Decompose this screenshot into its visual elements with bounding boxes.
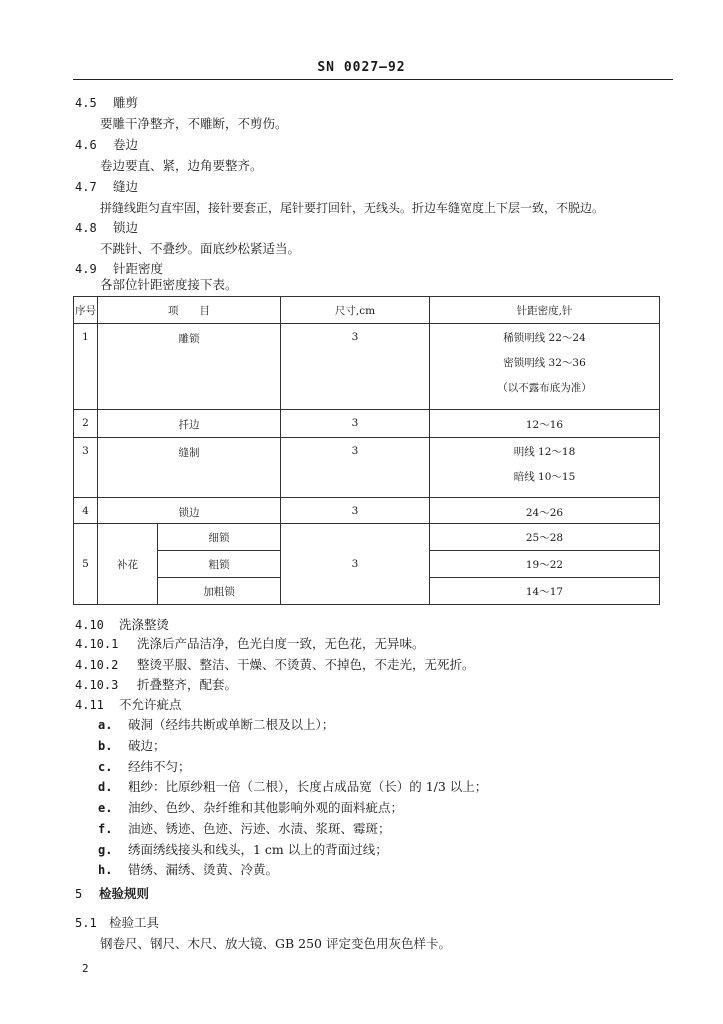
item-text: 整烫平服、整洁、干燥、不烫黄、不掉色，不走光，无死折。 bbox=[136, 657, 475, 672]
section-number: 4.5 bbox=[75, 96, 97, 110]
section-4-7-heading bbox=[75, 179, 138, 195]
list-item bbox=[75, 657, 475, 673]
table-row bbox=[74, 524, 660, 551]
row-number: 3 bbox=[74, 438, 98, 498]
item-label: d. bbox=[98, 780, 113, 794]
density-line: （以不露布底为准） bbox=[497, 382, 592, 394]
row-density bbox=[430, 324, 660, 410]
section-title: 锁边 bbox=[112, 220, 138, 235]
item-label: e. bbox=[98, 801, 113, 815]
item-label: a. bbox=[98, 718, 113, 732]
list-item bbox=[98, 862, 278, 878]
row-item: 扦边 bbox=[98, 410, 281, 438]
item-number: 4.10.2 bbox=[75, 658, 119, 672]
item-text: 粗纱：比原纱粗一倍（二根），长度占成品宽（长）的 1/3 以上； bbox=[127, 779, 488, 794]
density-line: 密锁明线 32～36 bbox=[503, 357, 586, 369]
section-4-8-heading bbox=[75, 220, 138, 236]
section-number: 5.1 bbox=[75, 916, 97, 930]
item-text: 错绣、漏绣、烫黄、冷黄。 bbox=[127, 862, 278, 877]
list-item bbox=[98, 717, 334, 733]
table-row bbox=[74, 324, 660, 410]
row-number: 4 bbox=[74, 498, 98, 524]
section-4-6-heading bbox=[75, 137, 138, 153]
list-item bbox=[75, 636, 425, 652]
section-4-6-body: 卷边要直、紧，边角要整齐。 bbox=[100, 158, 263, 173]
row-density: 19～22 bbox=[430, 551, 660, 578]
row-item: 补花 bbox=[98, 524, 158, 605]
item-label: g. bbox=[98, 843, 113, 857]
page-number: 2 bbox=[82, 962, 89, 975]
section-5-heading bbox=[75, 886, 149, 902]
section-number: 4.7 bbox=[75, 180, 97, 194]
list-item bbox=[98, 759, 191, 775]
section-4-10-heading bbox=[75, 617, 169, 633]
standard-code-header: SN 0027—92 bbox=[317, 60, 406, 75]
table-row bbox=[74, 498, 660, 524]
row-density: 24～26 bbox=[430, 498, 660, 524]
density-line: 稀锁明线 22～24 bbox=[503, 332, 586, 344]
table-row bbox=[74, 410, 660, 438]
section-4-9-heading bbox=[75, 261, 163, 277]
density-line: 明线 12～18 bbox=[513, 446, 576, 458]
col-header-no: 序号 bbox=[74, 297, 98, 324]
section-4-5-body: 要雕干净整齐，不雕断，不剪伤。 bbox=[100, 116, 288, 131]
section-title: 洗涤整烫 bbox=[118, 617, 169, 632]
section-4-5-heading bbox=[75, 95, 138, 111]
section-4-7-body: 拼缝线距匀直牢固，接针要套正，尾针要打回针，无线头。折边车缝宽度上下层一致，不脱边。 bbox=[100, 201, 605, 215]
item-label: b. bbox=[98, 739, 113, 753]
section-number: 4.8 bbox=[75, 221, 97, 235]
section-5-1-body: 钢卷尺、钢尺、木尺、放大镜、GB 250 评定变色用灰色样卡。 bbox=[100, 936, 451, 951]
sub-item: 粗锁 bbox=[158, 551, 281, 578]
stitch-density-table bbox=[73, 296, 660, 605]
list-item bbox=[98, 779, 487, 795]
section-4-11-heading bbox=[75, 697, 182, 713]
row-item: 雕锁 bbox=[98, 324, 281, 410]
section-number: 4.6 bbox=[75, 138, 97, 152]
row-density: 12～16 bbox=[430, 410, 660, 438]
table-header-row bbox=[74, 297, 660, 324]
col-header-item: 项 目 bbox=[98, 297, 281, 324]
list-item bbox=[98, 821, 391, 837]
item-text: 经纬不匀； bbox=[127, 759, 191, 774]
item-number: 4.10.1 bbox=[75, 637, 119, 651]
item-text: 破洞（经纬共断或单断二根及以上）； bbox=[127, 717, 335, 732]
list-item bbox=[75, 677, 237, 693]
row-density: 14～17 bbox=[430, 578, 660, 605]
row-number: 1 bbox=[74, 324, 98, 410]
section-number: 4.10 bbox=[75, 618, 104, 632]
section-title: 检验规则 bbox=[98, 886, 149, 901]
sub-item: 细锁 bbox=[158, 524, 281, 551]
row-density: 25～28 bbox=[430, 524, 660, 551]
section-title: 不允许疵点 bbox=[118, 697, 182, 712]
item-label: h. bbox=[98, 863, 113, 877]
item-text: 洗涤后产品洁净，色光白度一致，无色花，无异味。 bbox=[136, 636, 425, 651]
sub-item: 加粗锁 bbox=[158, 578, 281, 605]
section-title: 缝边 bbox=[112, 179, 138, 194]
row-density bbox=[430, 438, 660, 498]
row-size: 3 bbox=[281, 498, 430, 524]
section-title: 检验工具 bbox=[108, 915, 159, 930]
section-number: 4.11 bbox=[75, 698, 104, 712]
section-4-8-body: 不跳针、不叠纱。面底纱松紧适当。 bbox=[100, 241, 301, 256]
section-title: 卷边 bbox=[112, 137, 138, 152]
item-text: 折叠整齐，配套。 bbox=[136, 677, 237, 692]
row-size: 3 bbox=[281, 524, 430, 605]
row-number: 2 bbox=[74, 410, 98, 438]
section-title: 针距密度 bbox=[112, 261, 163, 276]
row-size: 3 bbox=[281, 410, 430, 438]
row-number: 5 bbox=[74, 524, 98, 605]
section-4-9-body: 各部位针距密度接下表。 bbox=[100, 277, 238, 292]
table-row bbox=[74, 438, 660, 498]
density-line: 暗线 10～15 bbox=[513, 471, 576, 483]
list-item bbox=[98, 842, 388, 858]
header-rule bbox=[73, 79, 673, 80]
list-item bbox=[98, 800, 403, 816]
section-number: 4.9 bbox=[75, 262, 97, 276]
row-size: 3 bbox=[281, 324, 430, 410]
row-item: 缝制 bbox=[98, 438, 281, 498]
section-title: 雕剪 bbox=[112, 95, 138, 110]
col-header-size: 尺寸,cm bbox=[281, 297, 430, 324]
item-label: f. bbox=[98, 822, 113, 836]
col-header-density: 针距密度,针 bbox=[430, 297, 660, 324]
item-text: 绣面绣线接头和线头，1 cm 以上的背面过线； bbox=[127, 842, 388, 857]
row-size: 3 bbox=[281, 438, 430, 498]
section-number: 5 bbox=[75, 887, 83, 901]
list-item bbox=[98, 738, 166, 754]
item-text: 油纱、色纱、杂纤维和其他影响外观的面料疵点； bbox=[127, 800, 403, 815]
section-5-1-heading bbox=[75, 915, 159, 931]
row-item: 锁边 bbox=[98, 498, 281, 524]
item-number: 4.10.3 bbox=[75, 678, 119, 692]
item-text: 油迹、锈迹、色迹、污迹、水渍、浆斑、霉斑； bbox=[127, 821, 391, 836]
item-label: c. bbox=[98, 760, 113, 774]
item-text: 破边； bbox=[127, 738, 166, 753]
